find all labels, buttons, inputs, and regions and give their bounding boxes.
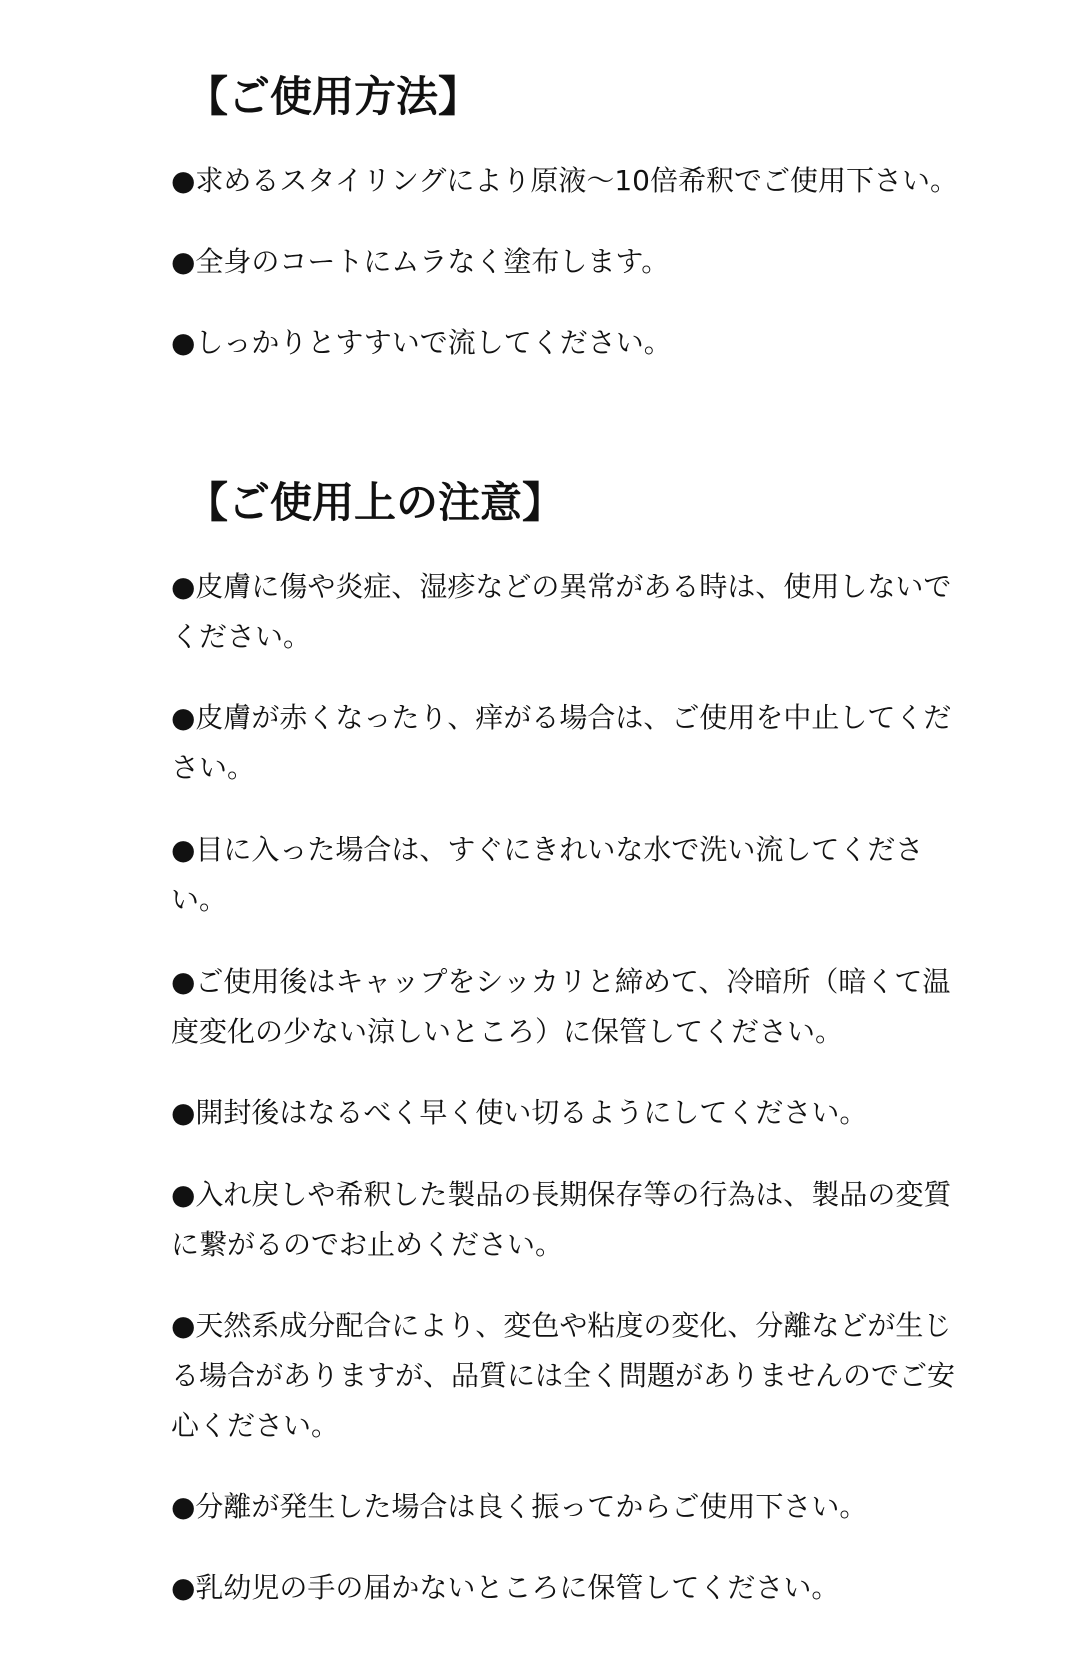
cautions-heading: 【ご使用上の注意】 xyxy=(186,478,565,527)
caution-item: ●乳幼児の手の届かないところに保管してください。 xyxy=(171,1571,840,1604)
caution-item: ●開封後はなるべく早く使い切るようにしてください。 xyxy=(171,1096,868,1129)
caution-item: ●皮膚に傷や炎症、湿疹などの異常がある時は、使用しないでください。 xyxy=(171,570,952,653)
caution-item: ●目に入った場合は、すぐにきれいな水で洗い流してください。 xyxy=(171,833,924,916)
usage-heading: 【ご使用方法】 xyxy=(186,72,481,121)
usage-item: ●求めるスタイリングにより原液〜10倍希釈でご使用下さい。 xyxy=(171,164,958,197)
caution-item: ●ご使用後はキャップをシッカリと締めて、冷暗所（暗くて温度変化の少ない涼しいところ）に保管してください。 xyxy=(171,965,951,1048)
caution-item: ●入れ戻しや希釈した製品の長期保存等の行為は、製品の変質に繋がるのでお止めください。 xyxy=(171,1178,952,1261)
caution-item: ●皮膚が赤くなったり、痒がる場合は、ご使用を中止してください。 xyxy=(171,701,952,784)
usage-item: ●全身のコートにムラなく塗布します。 xyxy=(171,245,670,278)
usage-item: ●しっかりとすすいで流してください。 xyxy=(171,326,672,359)
caution-item: ●分離が発生した場合は良く振ってからご使用下さい。 xyxy=(171,1490,868,1523)
caution-item: ●天然系成分配合により、変色や粘度の変化、分離などが生じる場合がありますが、品質には全く問題がありませんのでご安心ください。 xyxy=(171,1309,956,1442)
